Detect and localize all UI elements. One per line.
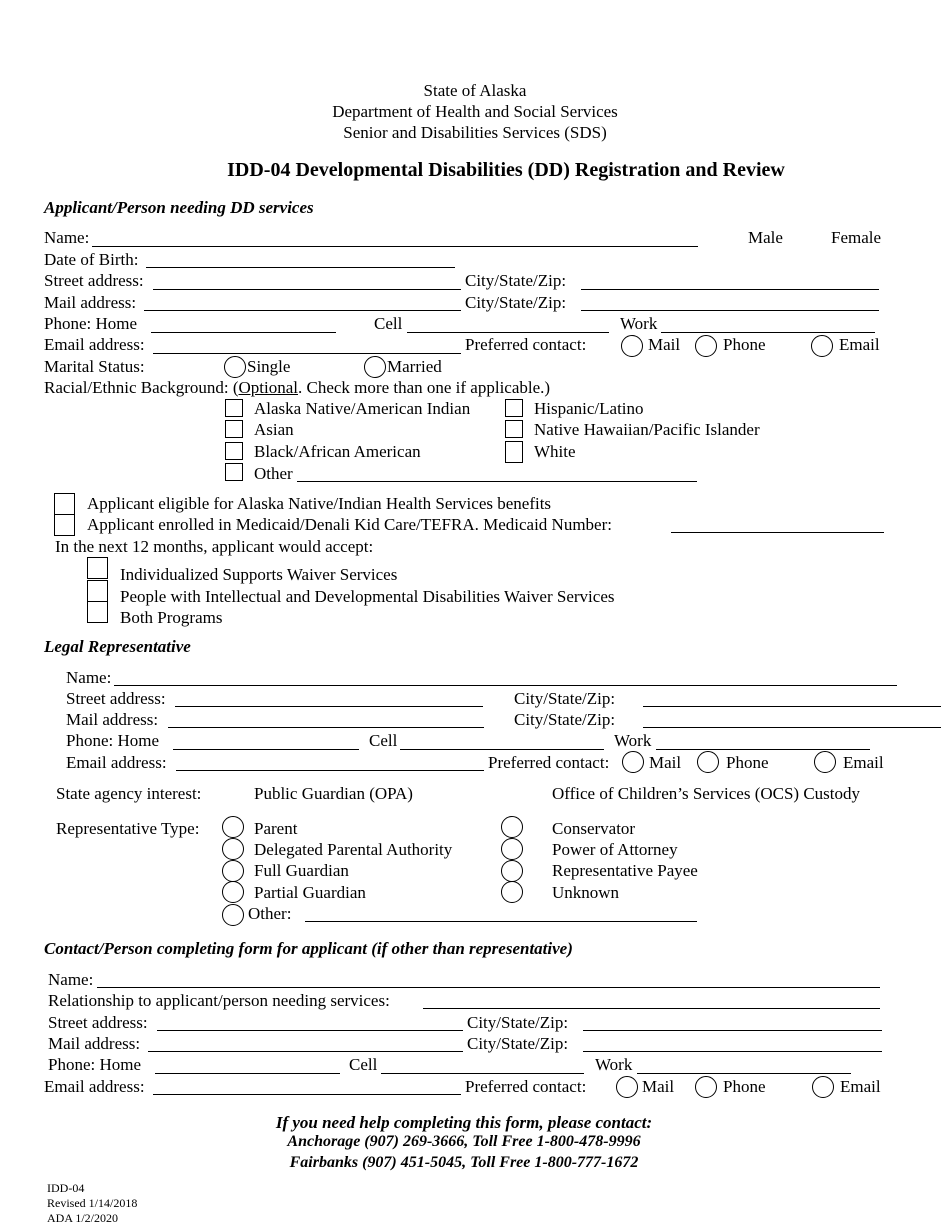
applicant-mail-csz-label: City/State/Zip: <box>465 293 567 312</box>
legal-rep-mail-csz-field[interactable] <box>643 727 941 728</box>
applicant-csz-field[interactable] <box>581 289 879 290</box>
legal-rep-pc-mail-label: Mail <box>649 753 682 772</box>
waiver-both-checkbox[interactable] <box>87 601 108 623</box>
legal-rep-mail-csz-label: City/State/Zip: <box>514 710 616 729</box>
legal-rep-section-title: Legal Representative <box>44 637 191 656</box>
legal-rep-preferred-contact-label: Preferred contact: <box>488 753 610 772</box>
rep-type-partial-guardian-label: Partial Guardian <box>254 883 366 902</box>
applicant-work-field[interactable] <box>661 332 875 333</box>
racial-ethnic-suffix: . Check more than one if applicable.) <box>298 378 551 397</box>
marital-single-radio[interactable] <box>224 356 246 378</box>
agency-division: Senior and Disabilities Services (SDS) <box>343 123 607 142</box>
medicaid-number-field[interactable] <box>671 532 884 533</box>
race-asian-label: Asian <box>254 420 294 439</box>
rep-type-full-guardian-label: Full Guardian <box>254 861 349 880</box>
applicant-email-label: Email address: <box>44 335 145 354</box>
footer-revised: Revised 1/14/2018 <box>47 1196 138 1210</box>
legal-rep-cell-label: Cell <box>369 731 398 750</box>
footer-ada: ADA 1/2/2020 <box>47 1211 119 1225</box>
race-black-checkbox[interactable] <box>225 442 243 460</box>
form-title: IDD-04 Developmental Disabilities (DD) Registration and Review <box>227 159 785 181</box>
rep-type-conservator-radio[interactable] <box>501 816 523 838</box>
race-white-checkbox[interactable] <box>505 441 523 463</box>
applicant-phone-home-field[interactable] <box>151 332 336 333</box>
contact-pc-phone-radio[interactable] <box>695 1076 717 1098</box>
rep-type-delegated-radio[interactable] <box>222 838 244 860</box>
contact-pc-email-radio[interactable] <box>812 1076 834 1098</box>
help-anchorage: Anchorage (907) 269-3666, Toll Free 1-800-478-9996 <box>287 1133 641 1150</box>
race-other-checkbox[interactable] <box>225 463 243 481</box>
applicant-section-title: Applicant/Person needing DD services <box>44 198 314 217</box>
applicant-pc-phone-label: Phone <box>723 335 766 354</box>
waiver-isw-label: Individualized Supports Waiver Services <box>120 565 398 584</box>
rep-type-rep-payee-label: Representative Payee <box>552 861 698 880</box>
race-asian-checkbox[interactable] <box>225 420 243 438</box>
legal-rep-email-field[interactable] <box>176 770 484 771</box>
applicant-street-label: Street address: <box>44 271 144 290</box>
marital-status-label: Marital Status: <box>44 357 145 376</box>
contact-cell-label: Cell <box>349 1055 378 1074</box>
legal-rep-csz-field[interactable] <box>643 706 941 707</box>
contact-mail-label: Mail address: <box>48 1034 141 1053</box>
applicant-mail-label: Mail address: <box>44 293 137 312</box>
contact-pc-mail-label: Mail <box>642 1077 675 1096</box>
contact-work-label: Work <box>595 1055 633 1074</box>
contact-relationship-label: Relationship to applicant/person needing services: <box>48 991 390 1010</box>
waiver-both-label: Both Programs <box>120 608 223 627</box>
legal-rep-pc-mail-radio[interactable] <box>622 751 644 773</box>
agency-state: State of Alaska <box>423 81 527 100</box>
next-12-months-label: In the next 12 months, applicant would accept: <box>55 537 374 556</box>
contact-pc-email-label: Email <box>840 1077 881 1096</box>
ocs-custody-option[interactable]: Office of Children’s Services (OCS) Custody <box>552 784 861 803</box>
racial-ethnic-label <box>44 379 550 396</box>
rep-type-rep-payee-radio[interactable] <box>501 860 523 882</box>
race-hispanic-checkbox[interactable] <box>505 399 523 417</box>
contact-phone-home-field[interactable] <box>155 1073 340 1074</box>
rep-type-poa-radio[interactable] <box>501 838 523 860</box>
rep-type-partial-guardian-radio[interactable] <box>222 881 244 903</box>
applicant-name-label: Name: <box>44 228 90 247</box>
race-black-label: Black/African American <box>254 442 421 461</box>
applicant-female-option[interactable]: Female <box>831 228 882 247</box>
legal-rep-mail-field[interactable] <box>168 727 484 728</box>
applicant-cell-label: Cell <box>374 314 403 333</box>
legal-rep-mail-label: Mail address: <box>66 710 159 729</box>
contact-email-field[interactable] <box>153 1094 461 1095</box>
contact-name-label: Name: <box>48 970 94 989</box>
legal-rep-name-label: Name: <box>66 668 112 687</box>
marital-single-label: Single <box>247 357 291 376</box>
contact-mail-csz-label: City/State/Zip: <box>467 1034 569 1053</box>
rep-type-conservator-label: Conservator <box>552 819 636 838</box>
legal-rep-pc-email-radio[interactable] <box>814 751 836 773</box>
legal-rep-street-field[interactable] <box>175 706 483 707</box>
legal-rep-pc-email-label: Email <box>843 753 884 772</box>
racial-ethnic-prefix: Racial/Ethnic Background: ( <box>44 378 239 397</box>
race-other-label: Other <box>254 464 293 483</box>
rep-type-other-label: Other: <box>248 904 292 923</box>
eligible-ihs-checkbox[interactable] <box>54 493 75 515</box>
rep-type-delegated-label: Delegated Parental Authority <box>254 840 453 859</box>
rep-type-label: Representative Type: <box>56 819 200 838</box>
applicant-mail-csz-field[interactable] <box>581 310 879 311</box>
race-white-label: White <box>534 442 576 461</box>
applicant-csz-label: City/State/Zip: <box>465 271 567 290</box>
waiver-pidd-checkbox[interactable] <box>87 580 108 602</box>
contact-pc-mail-radio[interactable] <box>616 1076 638 1098</box>
legal-rep-work-label: Work <box>614 731 652 750</box>
applicant-male-option[interactable]: Male <box>748 228 783 247</box>
enrolled-medicaid-checkbox[interactable] <box>54 514 75 536</box>
contact-phone-home-label: Phone: Home <box>48 1055 142 1074</box>
applicant-pc-email-radio[interactable] <box>811 335 833 357</box>
applicant-pc-email-label: Email <box>839 335 880 354</box>
contact-work-field[interactable] <box>637 1073 851 1074</box>
contact-mail-field[interactable] <box>148 1051 463 1052</box>
legal-rep-work-field[interactable] <box>656 749 870 750</box>
race-alaska-native-checkbox[interactable] <box>225 399 243 417</box>
contact-mail-csz-field[interactable] <box>583 1051 882 1052</box>
contact-preferred-contact-label: Preferred contact: <box>465 1077 587 1096</box>
state-agency-interest-label: State agency interest: <box>56 784 202 803</box>
race-native-hawaiian-label: Native Hawaiian/Pacific Islander <box>534 420 760 439</box>
public-guardian-option[interactable]: Public Guardian (OPA) <box>254 784 413 803</box>
marital-married-label: Married <box>387 357 442 376</box>
applicant-street-field[interactable] <box>153 289 461 290</box>
legal-rep-email-label: Email address: <box>66 753 167 772</box>
agency-department: Department of Health and Social Services <box>332 102 618 121</box>
legal-rep-phone-home-label: Phone: Home <box>66 731 160 750</box>
race-hispanic-label: Hispanic/Latino <box>534 399 644 418</box>
contact-section-title: Contact/Person completing form for applicant (if other than representative) <box>44 939 573 958</box>
legal-rep-name-field[interactable] <box>114 685 897 686</box>
legal-rep-csz-label: City/State/Zip: <box>514 689 616 708</box>
contact-relationship-field[interactable] <box>423 1008 880 1009</box>
legal-rep-cell-field[interactable] <box>400 749 604 750</box>
applicant-pc-phone-radio[interactable] <box>695 335 717 357</box>
racial-optional-text: Optional <box>238 378 298 397</box>
eligible-ihs-label: Applicant eligible for Alaska Native/Indian Health Services benefits <box>87 494 552 513</box>
race-native-hawaiian-checkbox[interactable] <box>505 420 523 438</box>
applicant-name-field[interactable] <box>92 246 698 247</box>
help-heading: If you need help completing this form, please contact: <box>275 1113 653 1132</box>
waiver-pidd-label: People with Intellectual and Developmental Disabilities Waiver Services <box>120 587 615 606</box>
legal-rep-phone-home-field[interactable] <box>173 749 359 750</box>
applicant-email-field[interactable] <box>153 353 461 354</box>
applicant-cell-field[interactable] <box>407 332 609 333</box>
contact-cell-field[interactable] <box>381 1073 584 1074</box>
contact-email-label: Email address: <box>44 1077 145 1096</box>
applicant-mail-field[interactable] <box>144 310 461 311</box>
applicant-dob-field[interactable] <box>146 267 455 268</box>
marital-married-radio[interactable] <box>364 356 386 378</box>
rep-type-unknown-label: Unknown <box>552 883 620 902</box>
legal-rep-street-label: Street address: <box>66 689 166 708</box>
contact-street-field[interactable] <box>157 1030 463 1031</box>
contact-csz-field[interactable] <box>583 1030 882 1031</box>
rep-type-full-guardian-radio[interactable] <box>222 860 244 882</box>
legal-rep-pc-phone-label: Phone <box>726 753 769 772</box>
contact-csz-label: City/State/Zip: <box>467 1013 569 1032</box>
applicant-pc-mail-label: Mail <box>648 335 681 354</box>
rep-type-other-field[interactable] <box>305 921 697 922</box>
rep-type-unknown-radio[interactable] <box>501 881 523 903</box>
contact-street-label: Street address: <box>48 1013 148 1032</box>
waiver-isw-checkbox[interactable] <box>87 557 108 579</box>
applicant-work-label: Work <box>620 314 658 333</box>
rep-type-parent-label: Parent <box>254 819 298 838</box>
contact-pc-phone-label: Phone <box>723 1077 766 1096</box>
rep-type-poa-label: Power of Attorney <box>552 840 678 859</box>
race-other-field[interactable] <box>297 481 697 482</box>
legal-rep-pc-phone-radio[interactable] <box>697 751 719 773</box>
race-alaska-native-label: Alaska Native/American Indian <box>254 399 471 418</box>
contact-name-field[interactable] <box>97 987 880 988</box>
footer-form-id: IDD-04 <box>47 1181 85 1195</box>
applicant-preferred-contact-label: Preferred contact: <box>465 335 587 354</box>
applicant-phone-home-label: Phone: Home <box>44 314 138 333</box>
applicant-dob-label: Date of Birth: <box>44 250 139 269</box>
applicant-pc-mail-radio[interactable] <box>621 335 643 357</box>
rep-type-parent-radio[interactable] <box>222 816 244 838</box>
help-fairbanks: Fairbanks (907) 451-5045, Toll Free 1-800-777-1672 <box>289 1154 639 1171</box>
rep-type-other-radio[interactable] <box>222 904 244 926</box>
enrolled-medicaid-label: Applicant enrolled in Medicaid/Denali Kid Care/TEFRA. Medicaid Number: <box>87 515 612 534</box>
